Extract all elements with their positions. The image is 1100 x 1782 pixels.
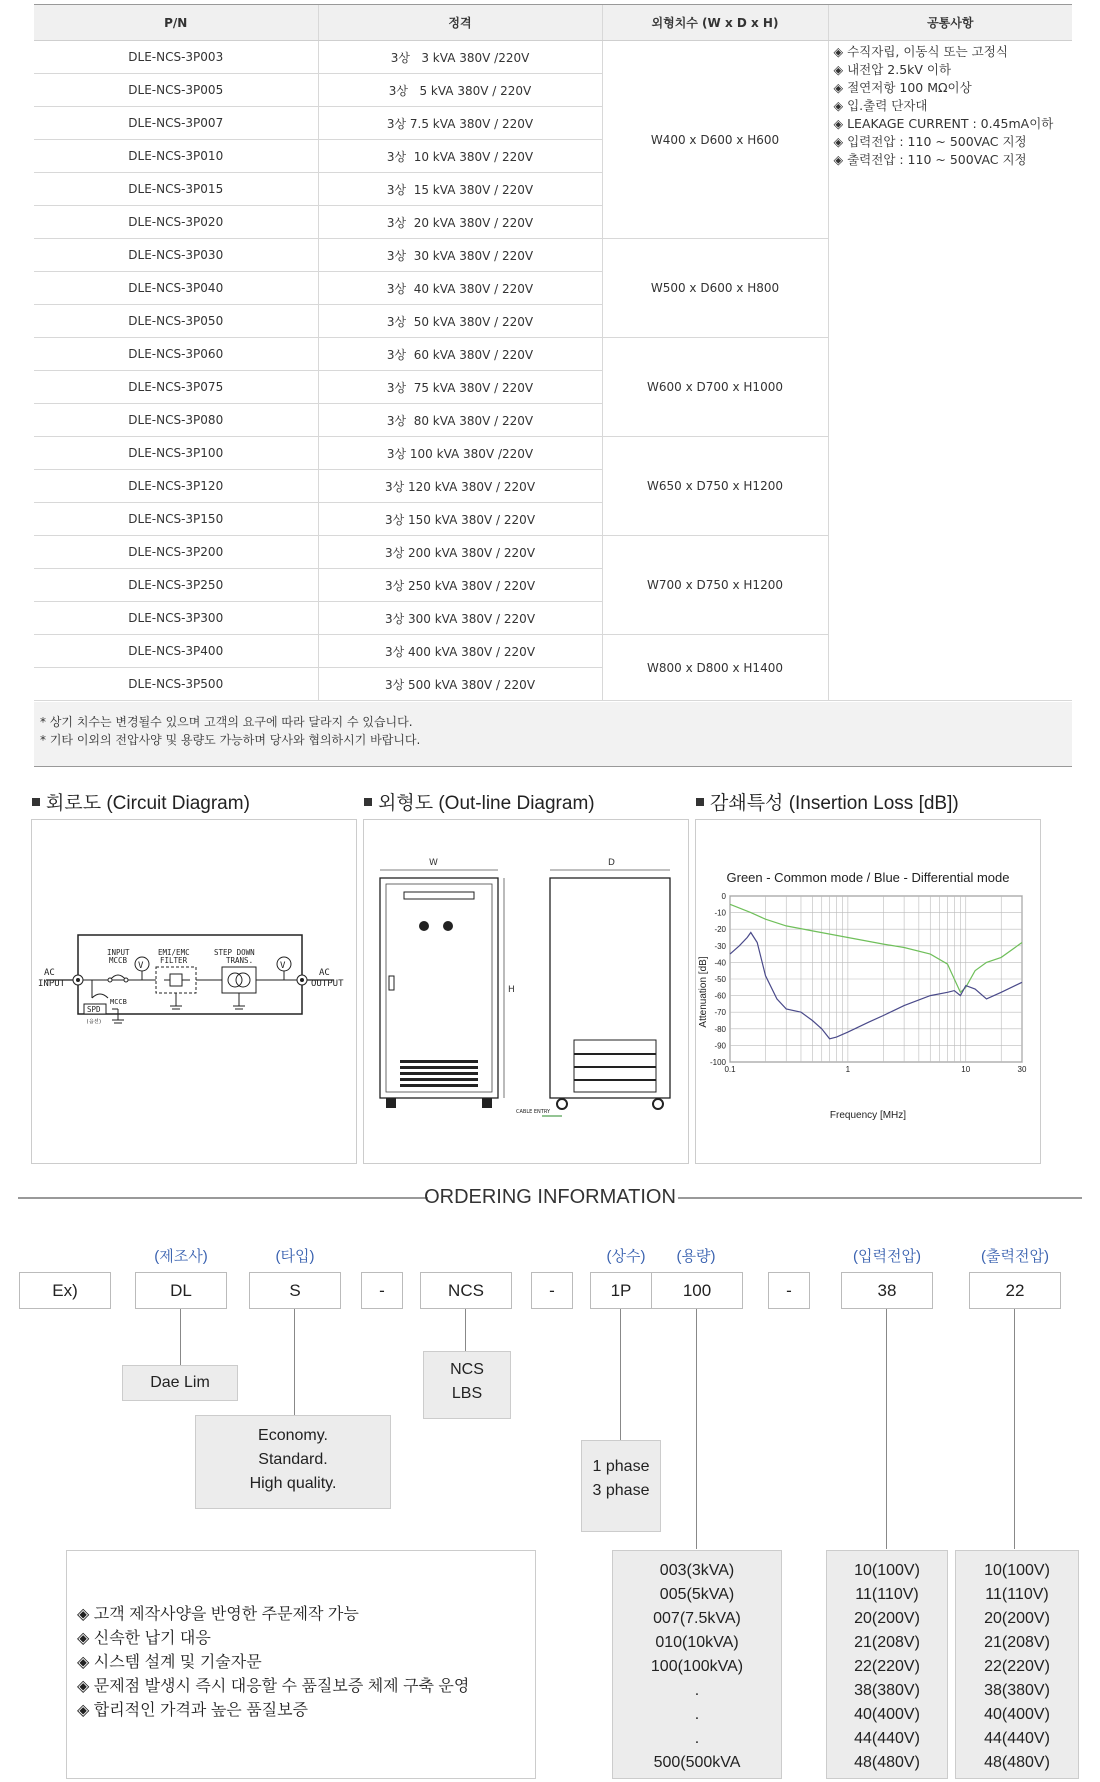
- input-voltage-code: 38(380V): [854, 1682, 920, 1699]
- output-voltage-code: 40(400V): [984, 1706, 1050, 1723]
- dash-cell: -: [531, 1272, 573, 1309]
- spd-option-label: (옵션): [86, 1019, 102, 1025]
- input-voltage-code: 48(480V): [854, 1754, 920, 1771]
- rating-cell: 3상 30 kVA 380V / 220V: [318, 239, 602, 272]
- y-tick-label: -10: [714, 908, 726, 918]
- rating-cell: 3상 250 kVA 380V / 220V: [318, 569, 602, 602]
- header-dimension: 외형치수 (W x D x H): [602, 5, 828, 41]
- ac-output-label: AC: [319, 968, 330, 978]
- part-number-cell: DLE-NCS-3P500: [34, 668, 318, 701]
- output-voltage-code: 11(110V): [985, 1586, 1049, 1603]
- insertion-loss-chart: [696, 820, 1040, 1163]
- dash-cell: -: [768, 1272, 810, 1309]
- rating-cell: 3상 200 kVA 380V / 220V: [318, 536, 602, 569]
- rating-cell: 3상 40 kVA 380V / 220V: [318, 272, 602, 305]
- chart-grid: [730, 896, 1022, 1062]
- insertion-loss-title: 감쇄특성 (Insertion Loss [dB]): [696, 788, 959, 815]
- part-number-cell: DLE-NCS-3P020: [34, 206, 318, 239]
- common-spec-item: ◈ 입.출력 단자대: [834, 97, 1073, 115]
- capacity-label: (용량): [676, 1248, 716, 1265]
- y-tick-label: -40: [714, 958, 726, 968]
- common-spec-item: ◈ 출력전압 : 110 ~ 500VAC 지정: [834, 151, 1073, 169]
- ac-output-label: OUTPUT: [311, 979, 344, 989]
- y-tick-label: -60: [714, 991, 726, 1001]
- dimension-cell: W650 x D750 x H1200: [602, 437, 828, 536]
- output-voltage-code: 44(440V): [984, 1730, 1050, 1747]
- capacity-code: 003(3kVA): [659, 1562, 735, 1579]
- input-voltage-code: 10(100V): [854, 1562, 920, 1579]
- x-tick-label: 1: [845, 1065, 851, 1074]
- output-voltage-label: (출력전압): [981, 1248, 1049, 1265]
- spec-table-body: [34, 41, 1072, 701]
- y-tick-label: 0: [721, 892, 726, 901]
- y-tick-label: -100: [709, 1058, 726, 1067]
- y-tick-label: -50: [714, 975, 726, 984]
- input-voltage-codes: [827, 1559, 947, 1775]
- rating-cell: 3상 50 kVA 380V / 220V: [318, 305, 602, 338]
- capacity-code: .: [694, 1706, 700, 1723]
- feature-item: ◈ 고객 제작사양을 반영한 주문제작 가능: [77, 1603, 469, 1627]
- connector-line: [180, 1309, 181, 1365]
- header-rating: 정격: [318, 5, 602, 41]
- y-tick-label: -20: [714, 925, 726, 935]
- input-voltage-code: 20(200V): [854, 1610, 920, 1627]
- input-voltage-code: 22(220V): [854, 1658, 920, 1675]
- capacity-code: 100(100kVA): [650, 1658, 744, 1675]
- common-spec-item: ◈ 내전압 2.5kV 이하: [834, 61, 1073, 79]
- common-spec-item: ◈ LEAKAGE CURRENT : 0.45mA이하: [834, 115, 1073, 133]
- rating-cell: 3상 20 kVA 380V / 220V: [318, 206, 602, 239]
- voltmeter-label: V: [138, 961, 144, 971]
- series-option: LBS: [451, 1385, 483, 1402]
- rating-cell: 3상 120 kVA 380V / 220V: [318, 470, 602, 503]
- header-pn: P/N: [34, 5, 318, 41]
- features-box: [66, 1550, 536, 1779]
- type-options-box: [195, 1415, 391, 1509]
- front-view: [380, 878, 498, 1098]
- ordering-title: ORDERING INFORMATION: [424, 1186, 676, 1208]
- y-tick-label: -80: [714, 1024, 726, 1034]
- dimension-cell: W700 x D750 x H1200: [602, 536, 828, 635]
- common-specs-cell: [828, 41, 1072, 701]
- input-voltage-code: 40(400V): [854, 1706, 920, 1723]
- connector-line: [886, 1309, 887, 1549]
- phase-option: 1 phase: [592, 1458, 650, 1475]
- output-voltage-cell: 22: [969, 1272, 1061, 1309]
- circuit-diagram-panel: [31, 819, 357, 1164]
- outline-diagram-title: 외형도 (Out-line Diagram): [364, 788, 595, 815]
- part-number-cell: DLE-NCS-3P080: [34, 404, 318, 437]
- x-tick-label: 10: [961, 1065, 971, 1074]
- rating-cell: 3상 60 kVA 380V / 220V: [318, 338, 602, 371]
- emi-filter-label: EMI/EMC: [158, 948, 190, 957]
- outline-diagram: [364, 820, 688, 1163]
- output-voltage-code: 48(480V): [984, 1754, 1050, 1771]
- dimension-cell: W400 x D600 x H600: [602, 41, 828, 239]
- phase-options-box: [581, 1440, 661, 1532]
- rating-cell: 3상 500 kVA 380V / 220V: [318, 668, 602, 701]
- transformer-icon: [222, 967, 256, 993]
- rating-cell: 3상 300 kVA 380V / 220V: [318, 602, 602, 635]
- connector-line: [465, 1309, 466, 1351]
- header-common: 공통사항: [828, 5, 1072, 41]
- dimension-cell: W600 x D700 x H1000: [602, 338, 828, 437]
- feature-item: ◈ 문제점 발생시 즉시 대응할 수 품질보증 체제 구축 운영: [77, 1675, 469, 1699]
- features-list: [77, 1603, 469, 1723]
- rating-cell: 3상 80 kVA 380V / 220V: [318, 404, 602, 437]
- output-voltage-code: 21(208V): [984, 1634, 1050, 1651]
- rating-cell: 3상 15 kVA 380V / 220V: [318, 173, 602, 206]
- phase-cell: 1P: [590, 1272, 652, 1309]
- dimension-cell: W800 x D800 x H1400: [602, 635, 828, 701]
- maker-label: (제조사): [154, 1248, 208, 1265]
- rating-cell: 3상 150 kVA 380V / 220V: [318, 503, 602, 536]
- part-number-cell: DLE-NCS-3P250: [34, 569, 318, 602]
- connector-line: [696, 1309, 697, 1549]
- part-number-cell: DLE-NCS-3P120: [34, 470, 318, 503]
- y-tick-label: -70: [714, 1008, 726, 1018]
- type-label: (타입): [275, 1248, 315, 1265]
- input-voltage-code: 11(110V): [855, 1586, 919, 1603]
- part-number-cell: DLE-NCS-3P150: [34, 503, 318, 536]
- type-option: Economy.: [258, 1427, 328, 1444]
- voltmeter-label: V: [280, 961, 286, 971]
- type-option: High quality.: [249, 1475, 337, 1492]
- example-cell: Ex): [19, 1272, 111, 1309]
- phase-option: 3 phase: [592, 1482, 650, 1499]
- step-down-label: TRANS.: [226, 956, 254, 965]
- table-notes: [34, 702, 1072, 767]
- note-line: * 기타 이외의 전압사양 및 용량도 가능하며 당사와 협의하시기 바랍니다.: [40, 733, 421, 747]
- step-down-label: STEP DOWN: [214, 948, 255, 957]
- part-number-cell: DLE-NCS-3P200: [34, 536, 318, 569]
- rating-cell: 3상 3 kVA 380V /220V: [318, 41, 602, 74]
- chart-title: Green - Common mode / Blue - Differential mode: [726, 870, 1010, 885]
- dash-cell: -: [361, 1272, 403, 1309]
- capacity-cell: 100: [651, 1272, 743, 1309]
- table-row: [34, 41, 1072, 74]
- spd-label: SPD: [87, 1005, 101, 1014]
- part-number-cell: DLE-NCS-3P100: [34, 437, 318, 470]
- spec-table: [34, 4, 1072, 701]
- capacity-code: .: [694, 1682, 700, 1699]
- input-mccb-label: INPUT: [107, 948, 130, 957]
- rating-cell: 3상 75 kVA 380V / 220V: [318, 371, 602, 404]
- output-codes-box: [955, 1550, 1079, 1779]
- output-voltage-code: 20(200V): [984, 1610, 1050, 1627]
- part-number-cell: DLE-NCS-3P007: [34, 107, 318, 140]
- mccb-label: MCCB: [110, 998, 127, 1006]
- part-number-cell: DLE-NCS-3P060: [34, 338, 318, 371]
- part-number-cell: DLE-NCS-3P003: [34, 41, 318, 74]
- output-voltage-code: 10(100V): [984, 1562, 1050, 1579]
- output-voltage-codes: [956, 1559, 1078, 1775]
- feature-item: ◈ 신속한 납기 대응: [77, 1627, 469, 1651]
- part-number-cell: DLE-NCS-3P030: [34, 239, 318, 272]
- rating-cell: 3상 10 kVA 380V / 220V: [318, 140, 602, 173]
- emi-filter-label: FILTER: [160, 956, 188, 965]
- output-voltage-code: 22(220V): [984, 1658, 1050, 1675]
- feature-item: ◈ 합리적인 가격과 높은 품질보증: [77, 1699, 469, 1723]
- insertion-loss-panel: [695, 819, 1041, 1164]
- dimension-cell: W500 x D600 x H800: [602, 239, 828, 338]
- capacity-code: 010(10kVA): [655, 1634, 739, 1651]
- capacity-code: .: [694, 1730, 700, 1747]
- connector-line: [294, 1309, 295, 1415]
- input-voltage-cell: 38: [841, 1272, 933, 1309]
- capacity-code: 005(5kVA): [659, 1586, 735, 1603]
- output-voltage-code: 38(380V): [984, 1682, 1050, 1699]
- part-number-cell: DLE-NCS-3P075: [34, 371, 318, 404]
- chart-ylabel: Attenuation [dB]: [698, 956, 709, 1028]
- circuit-diagram: [32, 820, 356, 1163]
- circuit-diagram-title: 회로도 (Circuit Diagram): [32, 788, 250, 815]
- common-spec-item: ◈ 절연저항 100 MΩ이상: [834, 79, 1073, 97]
- maker-cell: DL: [135, 1272, 227, 1309]
- part-number-cell: DLE-NCS-3P010: [34, 140, 318, 173]
- outline-diagram-panel: [363, 819, 689, 1164]
- note-line: * 상기 치수는 변경될수 있으며 고객의 요구에 따라 달라지 수 있습니다.: [40, 715, 413, 729]
- y-tick-label: -30: [714, 941, 726, 951]
- capacity-code: 007(7.5kVA): [653, 1610, 741, 1627]
- capacity-code: 500(500kVA: [653, 1754, 741, 1771]
- rating-cell: 3상 7.5 kVA 380V / 220V: [318, 107, 602, 140]
- y-tick-label: -90: [714, 1041, 726, 1051]
- common-spec-item: ◈ 수직자립, 이동식 또는 고정식: [834, 43, 1073, 61]
- capacity-codes-box: [612, 1550, 782, 1779]
- input-mccb-label: MCCB: [109, 956, 128, 965]
- part-number-cell: DLE-NCS-3P400: [34, 635, 318, 668]
- type-option: Standard.: [258, 1451, 328, 1468]
- series-option: NCS: [450, 1361, 484, 1378]
- table-header-row: [34, 5, 1072, 41]
- input-voltage-code: 21(208V): [854, 1634, 920, 1651]
- part-number-cell: DLE-NCS-3P040: [34, 272, 318, 305]
- rating-cell: 3상 5 kVA 380V / 220V: [318, 74, 602, 107]
- series-cell: NCS: [420, 1272, 512, 1309]
- capacity-codes: [613, 1559, 781, 1775]
- connector-line: [1014, 1309, 1015, 1549]
- part-number-cell: DLE-NCS-3P300: [34, 602, 318, 635]
- input-voltage-label: (입력전압): [853, 1248, 921, 1265]
- ac-input-label: INPUT: [38, 979, 66, 989]
- width-label: W: [429, 858, 438, 868]
- x-tick-label: 0.1: [724, 1065, 736, 1074]
- height-label: H: [508, 985, 515, 995]
- series-options-box: [423, 1351, 511, 1419]
- feature-item: ◈ 시스템 설계 및 기술자문: [77, 1651, 469, 1675]
- part-number-cell: DLE-NCS-3P015: [34, 173, 318, 206]
- depth-label: D: [608, 858, 615, 868]
- chart-xlabel: Frequency [MHz]: [829, 1110, 907, 1121]
- x-tick-label: 30: [1017, 1065, 1027, 1074]
- phase-label: (상수): [606, 1248, 646, 1265]
- input-voltage-code: 44(440V): [854, 1730, 920, 1747]
- part-number-cell: DLE-NCS-3P050: [34, 305, 318, 338]
- rating-cell: 3상 100 kVA 380V /220V: [318, 437, 602, 470]
- input-codes-box: [826, 1550, 948, 1779]
- ac-input-label: AC: [44, 968, 55, 978]
- part-number-cell: DLE-NCS-3P005: [34, 74, 318, 107]
- type-cell: S: [249, 1272, 341, 1309]
- maker-box: Dae Lim: [122, 1365, 238, 1401]
- cable-entry-label: CABLE ENTRY: [516, 1109, 551, 1115]
- common-spec-item: ◈ 입력전압 : 110 ~ 500VAC 지정: [834, 133, 1073, 151]
- connector-line: [620, 1309, 621, 1440]
- rating-cell: 3상 400 kVA 380V / 220V: [318, 635, 602, 668]
